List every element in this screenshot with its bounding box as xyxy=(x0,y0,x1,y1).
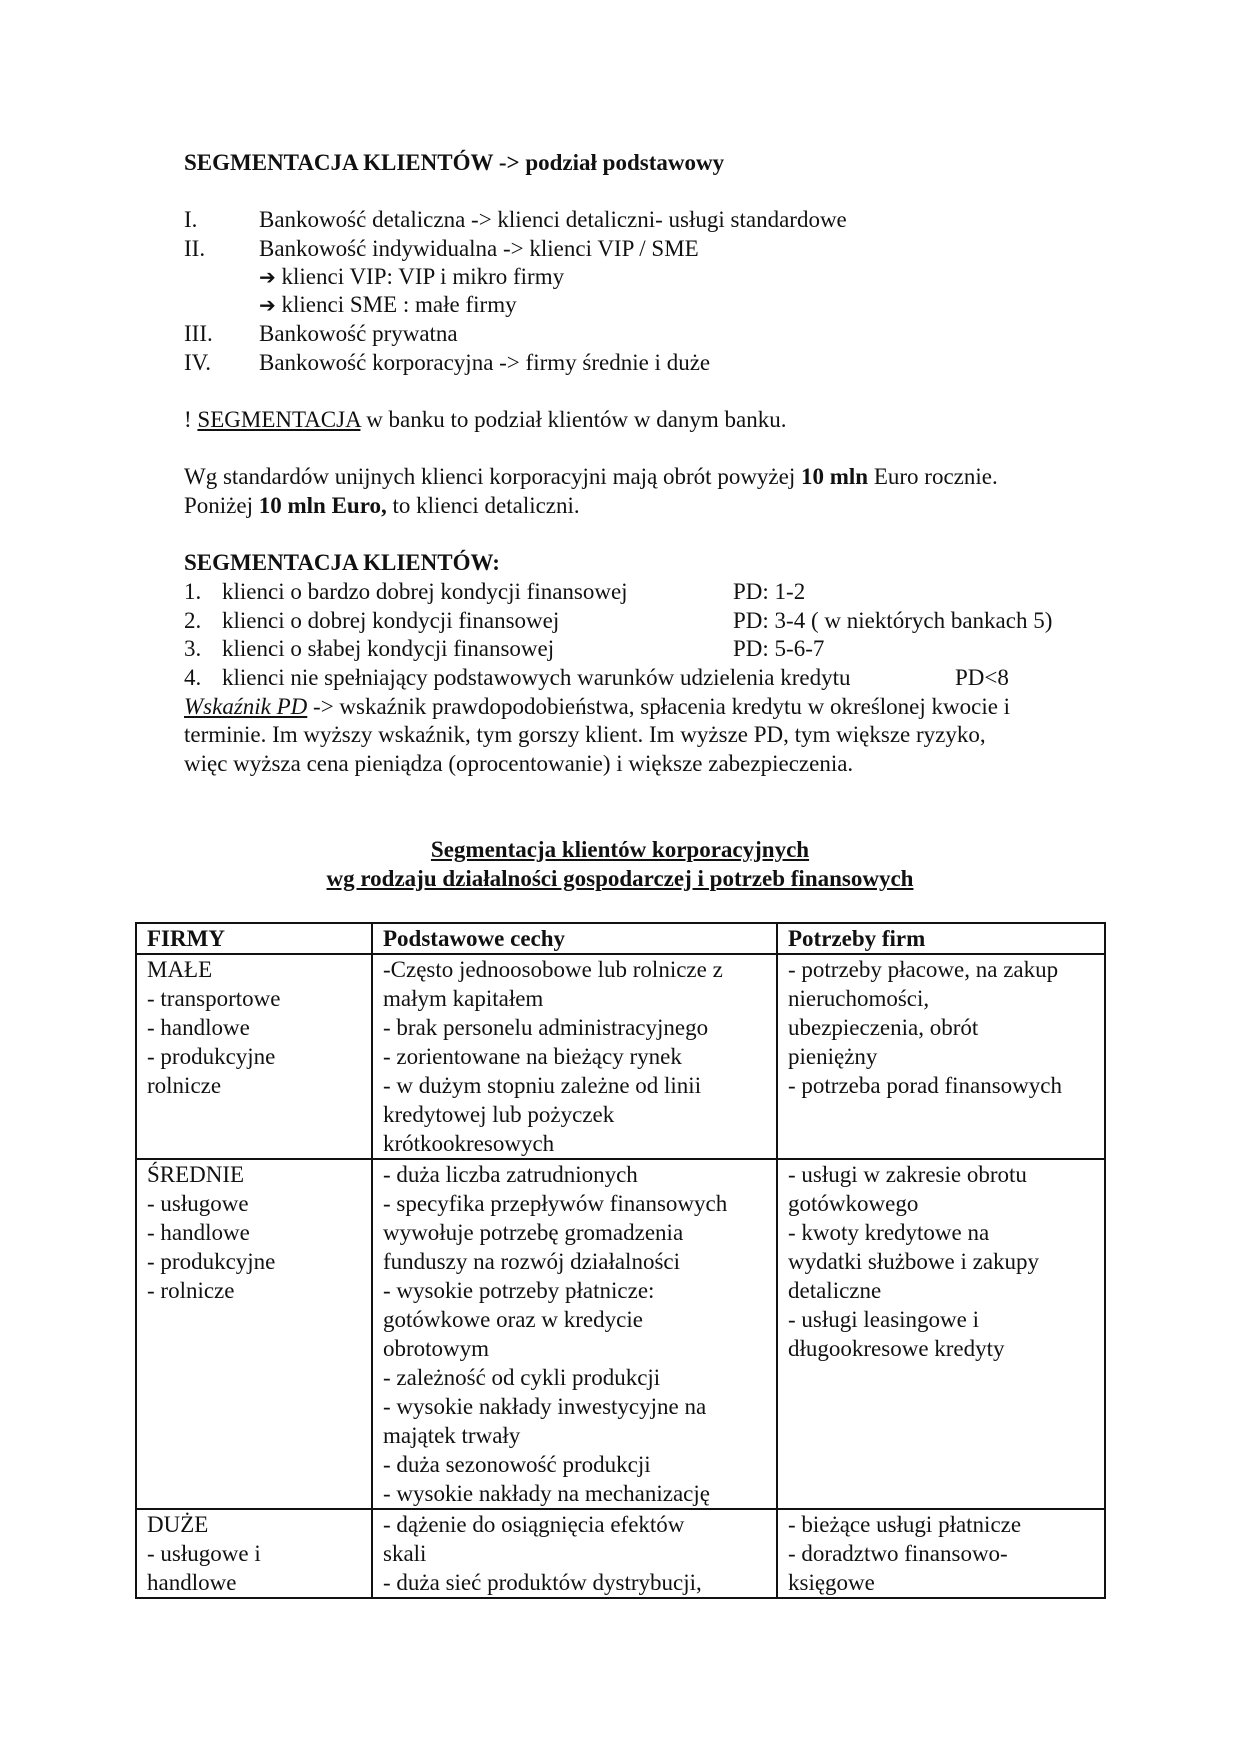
cell-line: gotówkowego xyxy=(788,1191,919,1216)
cell-line: DUŻE xyxy=(147,1512,209,1537)
cell-line: obrotowym xyxy=(383,1336,490,1361)
roman-list-text: Bankowość indywidualna -> klienci VIP / SME xyxy=(259,236,699,261)
cell-line: długookresowe kredyty xyxy=(788,1336,1005,1361)
roman-list-number: III. xyxy=(184,321,213,346)
cell-line: - transportowe xyxy=(147,986,281,1011)
eu-paragraph-line xyxy=(184,491,580,520)
cell-line: - duża sieć produktów dystrybucji, xyxy=(383,1570,702,1595)
cell-line: ŚREDNIE xyxy=(147,1162,245,1187)
section-heading-client-segmentation: SEGMENTACJA KLIENTÓW: xyxy=(184,550,500,575)
cell-line: - potrzeby płacowe, na zakup xyxy=(788,957,1059,982)
roman-list-text: Bankowość korporacyjna -> firmy średnie i duże xyxy=(259,350,711,375)
cell-line: - usługi w zakresie obrotu xyxy=(788,1162,1027,1187)
pd-text: -> wskaźnik prawdopodobieństwa, spłacenia kredytu w określonej kwocie i xyxy=(307,694,1011,719)
pd-list-text: klienci o słabej kondycji finansowej xyxy=(222,636,555,661)
cell-line: wywołuje potrzebę gromadzenia xyxy=(383,1220,684,1245)
roman-list-number: I. xyxy=(184,207,198,232)
roman-list-number: IV. xyxy=(184,350,212,375)
pd-list-number: 1. xyxy=(184,579,202,604)
cell-line: - brak personelu administracyjnego xyxy=(383,1015,709,1040)
cell-line: ubezpieczenia, obrót xyxy=(788,1015,979,1040)
table-header-cell: FIRMY xyxy=(136,923,372,954)
pd-term: Wskaźnik PD xyxy=(184,694,308,719)
heading-rest: -> podział podstawowy xyxy=(493,150,725,175)
cell-line: - produkcyjne xyxy=(147,1044,276,1069)
roman-list-text: Bankowość detaliczna -> klienci detaliczni- usługi standardowe xyxy=(259,207,847,232)
table-header-cell: Potrzeby firm xyxy=(777,923,1105,954)
cell-line: - potrzeba porad finansowych xyxy=(788,1073,1062,1098)
cell-line: MAŁE xyxy=(147,957,213,982)
cell-line: - handlowe xyxy=(147,1015,250,1040)
firms-cell xyxy=(136,1509,372,1598)
cell-line: - zorientowane na bieżący rynek xyxy=(383,1044,682,1069)
table-row xyxy=(136,1509,1105,1598)
pd-value: PD: 5-6-7 xyxy=(733,636,825,661)
cell-line: detaliczne xyxy=(788,1278,882,1303)
cell-line: - doradztwo finansowo- xyxy=(788,1541,1008,1566)
cell-line: - dążenie do osiągnięcia efektów xyxy=(383,1512,685,1537)
arrow-item-text: klienci SME : małe firmy xyxy=(281,292,517,317)
eu-bold: 10 mln xyxy=(801,464,869,489)
features-cell xyxy=(372,954,777,1159)
arrow-right-icon: ➔ xyxy=(259,265,276,289)
pd-list-number: 4. xyxy=(184,665,202,690)
table-header-cell: Podstawowe cechy xyxy=(372,923,777,954)
table-header-row xyxy=(136,923,1105,954)
cell-line: - bieżące usługi płatnicze xyxy=(788,1512,1022,1537)
segmentation-table xyxy=(135,922,1106,1599)
table-row xyxy=(136,954,1105,1159)
segmentation-note xyxy=(184,405,787,434)
pd-list-number: 2. xyxy=(184,608,202,633)
arrow-list-item xyxy=(259,262,564,292)
table-title-line: wg rodzaju działalności gospodarczej i potrzeb finansowych xyxy=(326,866,914,891)
needs-cell xyxy=(777,954,1105,1159)
cell-line: - wysokie nakłady na mechanizację xyxy=(383,1481,710,1506)
needs-cell xyxy=(777,1509,1105,1598)
cell-line: - usługi leasingowe i xyxy=(788,1307,979,1332)
needs-cell xyxy=(777,1159,1105,1509)
roman-list-text: Bankowość prywatna xyxy=(259,321,458,346)
eu-bold: 10 mln Euro, xyxy=(258,493,387,518)
features-cell xyxy=(372,1509,777,1598)
cell-line: krótkookresowych xyxy=(383,1131,555,1156)
pd-description-line xyxy=(184,692,1010,721)
note-prefix: ! xyxy=(184,407,198,432)
eu-text: Euro rocznie. xyxy=(868,464,998,489)
cell-line: - rolnicze xyxy=(147,1278,235,1303)
pd-list-number: 3. xyxy=(184,636,202,661)
pd-list-text: klienci nie spełniający podstawowych warunków udzielenia kredytu xyxy=(222,665,851,690)
cell-line: małym kapitałem xyxy=(383,986,544,1011)
cell-line: wydatki służbowe i zakupy xyxy=(788,1249,1040,1274)
pd-value: PD<8 xyxy=(955,665,1009,690)
cell-line: kredytowej lub pożyczek xyxy=(383,1102,615,1127)
table-title-line: Segmentacja klientów korporacyjnych xyxy=(430,837,810,862)
cell-line: - specyfika przepływów finansowych xyxy=(383,1191,728,1216)
cell-line: - usługowe i xyxy=(147,1541,261,1566)
cell-line: rolnicze xyxy=(147,1073,222,1098)
heading-main: SEGMENTACJA KLIENTÓW xyxy=(184,150,494,175)
eu-text: Wg standardów unijnych klienci korporacyjni mają obrót powyżej xyxy=(184,464,801,489)
arrow-list-item xyxy=(259,290,517,320)
cell-line: - usługowe xyxy=(147,1191,249,1216)
pd-list-text: klienci o dobrej kondycji finansowej xyxy=(222,608,560,633)
pd-value: PD: 1-2 xyxy=(733,579,806,604)
eu-paragraph-line xyxy=(184,462,998,491)
cell-line: pieniężny xyxy=(788,1044,878,1069)
arrow-item-text: klienci VIP: VIP i mikro firmy xyxy=(281,264,565,289)
pd-value: PD: 3-4 ( w niektórych bankach 5) xyxy=(733,608,1053,633)
cell-line: - wysokie nakłady inwestycyjne na xyxy=(383,1394,707,1419)
cell-line: - kwoty kredytowe na xyxy=(788,1220,990,1245)
firms-cell xyxy=(136,1159,372,1509)
table-row xyxy=(136,1159,1105,1509)
note-rest: w banku to podział klientów w danym banku. xyxy=(360,407,787,432)
cell-line: - w dużym stopniu zależne od linii xyxy=(383,1073,702,1098)
cell-line: handlowe xyxy=(147,1570,237,1595)
note-term: SEGMENTACJA xyxy=(197,407,361,432)
roman-list-number: II. xyxy=(184,236,206,261)
cell-line: - produkcyjne xyxy=(147,1249,276,1274)
section-heading-basic-division xyxy=(184,148,724,177)
eu-text: Poniżej xyxy=(184,493,259,518)
cell-line: - wysokie potrzeby płatnicze: xyxy=(383,1278,655,1303)
cell-line: - zależność od cykli produkcji xyxy=(383,1365,661,1390)
cell-line: nieruchomości, xyxy=(788,986,930,1011)
cell-line: - duża liczba zatrudnionych xyxy=(383,1162,638,1187)
eu-text: to klienci detaliczni. xyxy=(386,493,580,518)
pd-list-text: klienci o bardzo dobrej kondycji finansowej xyxy=(222,579,628,604)
firms-cell xyxy=(136,954,372,1159)
cell-line: skali xyxy=(383,1541,427,1566)
features-cell xyxy=(372,1159,777,1509)
cell-line: - duża sezonowość produkcji xyxy=(383,1452,651,1477)
arrow-right-icon: ➔ xyxy=(259,293,276,317)
cell-line: funduszy na rozwój działalności xyxy=(383,1249,680,1274)
cell-line: majątek trwały xyxy=(383,1423,521,1448)
cell-line: gotówkowe oraz w kredycie xyxy=(383,1307,643,1332)
pd-description-line: więc wyższa cena pieniądza (oprocentowanie) i większe zabezpieczenia. xyxy=(184,751,854,776)
cell-line: - handlowe xyxy=(147,1220,250,1245)
cell-line: księgowe xyxy=(788,1570,875,1595)
cell-line: -Często jednoosobowe lub rolnicze z xyxy=(383,957,723,982)
pd-description-line: terminie. Im wyższy wskaźnik, tym gorszy klient. Im wyższe PD, tym większe ryzyko, xyxy=(184,722,986,747)
